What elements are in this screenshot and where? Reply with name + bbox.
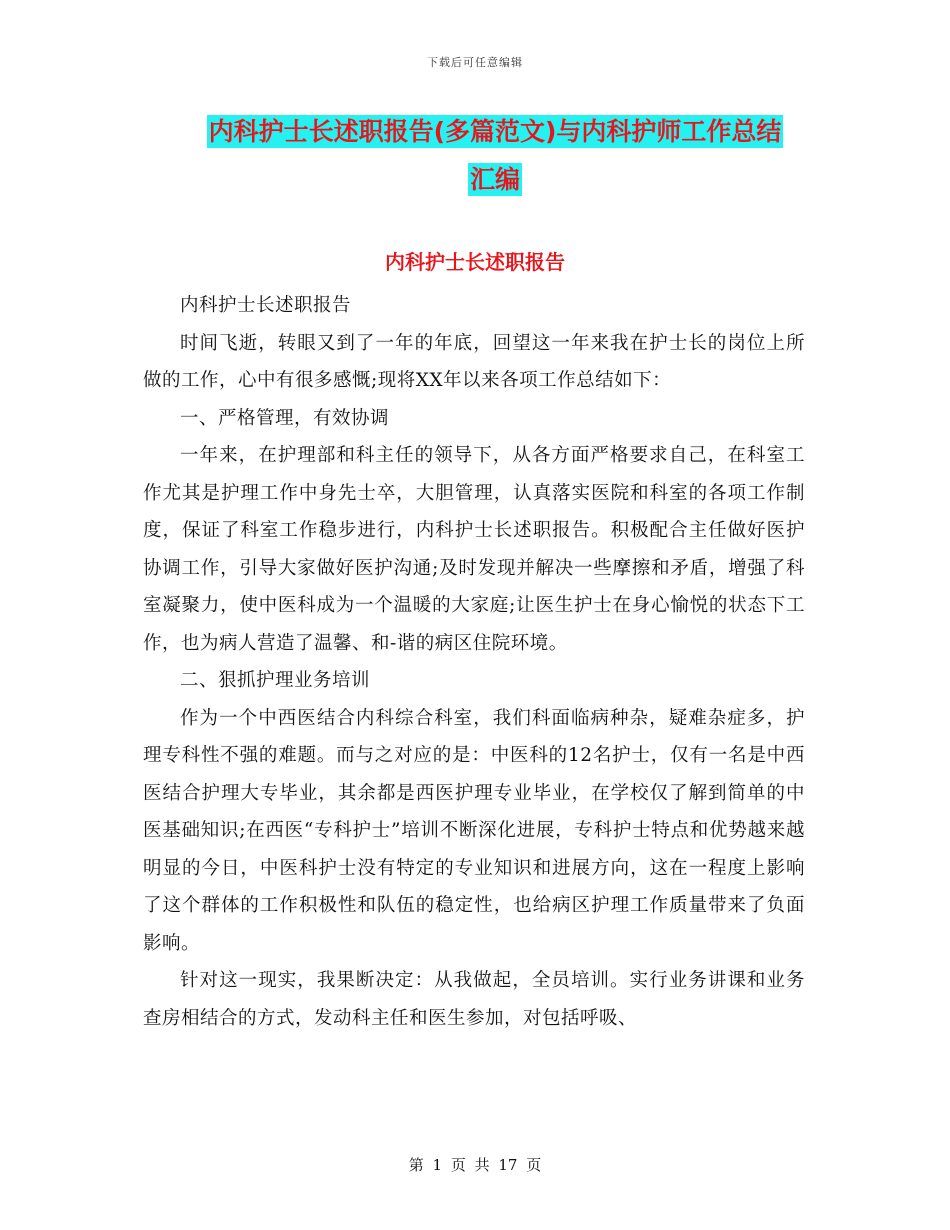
page-number: 第 1 页 共 17 页 bbox=[408, 1156, 542, 1174]
paragraph: 针对这一现实，我果断决定：从我做起，全员培训。实行业务讲课和业务查房相结合的方式，发动科主任和医生参加，对包括呼吸、 bbox=[143, 970, 805, 1029]
paragraph: 二、狠抓护理业务培训 bbox=[180, 670, 371, 691]
document-title-line-2: 汇编 bbox=[469, 165, 520, 194]
paragraph: 一年来，在护理部和科主任的领导下，从各方面严格要求自己，在科室工作尤其是护理工作中身先士卒，大胆管理，认真落实医院和科室的各项工作制度，保证了科室工作稳步进行，内科护士长述职报告。积极配合主任做好医护协调工作，引导大家做好医护沟通;及时发现并解决一些摩擦和矛盾，增强了科室凝聚力，使中医科成为一个温暖的大家庭;让医生护士在身心愉悦的状态下工作，也为病人营造了温馨、和-谐的病区住院环境。 bbox=[143, 445, 805, 654]
header-note: 下载后可任意编辑 bbox=[427, 56, 523, 69]
paragraph: 作为一个中西医结合内科综合科室，我们科面临病种杂，疑难杂症多，护理专科性不强的难题。而与之对应的是：中医科的12名护士，仅有一名是中西医结合护理大专毕业，其余都是西医护理专业毕业，在学校仅了解到简单的中医基础知识;在西医“专科护士”培训不断深化进展，专科护士特点和优势越来越明显的今日，中医科护士没有特定的专业知识和进展方向，这在一程度上影响了这个群体的工作积极性和队伍的稳定性，也给病区护理工作质量带来了负面影响。 bbox=[143, 707, 805, 954]
section-heading: 内科护士长述职报告 bbox=[385, 250, 565, 274]
paragraph: 时间飞逝，转眼又到了一年的年底，回望这一年来我在护士长的岗位上所做的工作，心中有很多感慨;现将XX年以来各项工作总结如下： bbox=[143, 332, 805, 391]
body-text bbox=[143, 287, 805, 1037]
paragraph: 一、严格管理，有效协调 bbox=[180, 407, 390, 429]
document-title bbox=[170, 108, 820, 204]
document-title-line-1: 内科护士长述职报告(多篇范文)与内科护师工作总结 bbox=[208, 117, 782, 146]
paragraph: 内科护士长述职报告 bbox=[180, 295, 352, 316]
